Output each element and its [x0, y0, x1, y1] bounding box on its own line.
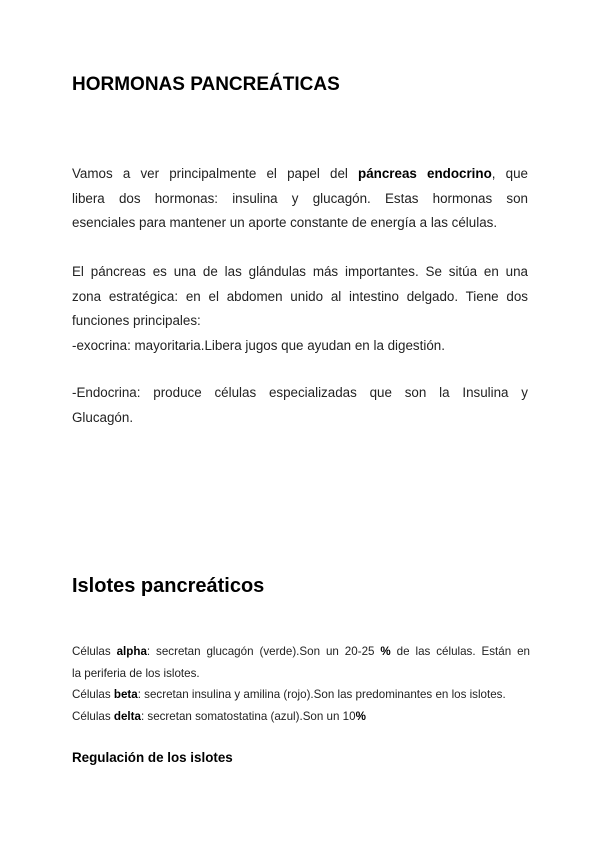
delta-prefix: Células	[72, 709, 114, 723]
cells-list	[72, 641, 530, 727]
delta-cells-line	[72, 706, 530, 728]
beta-term: beta	[113, 688, 138, 701]
alpha-cells-line-2: la periferia de los islotes.	[72, 666, 200, 680]
pancreas-paragraph	[72, 260, 528, 358]
alpha-description: : secretan glucagón (verde).Son un 20-25	[146, 645, 381, 658]
delta-percent-sign: %	[355, 709, 366, 723]
endocrine-line-2: Glucagón.	[72, 409, 134, 425]
intro-line-2: libera dos hormonas: insulina y glucagón. Estas hormonas son	[72, 190, 528, 206]
document-title: HORMONAS PANCREÁTICAS	[72, 74, 340, 95]
endocrine-paragraph	[72, 381, 528, 430]
intro-line-1-end: , que	[491, 166, 528, 181]
pancreas-line-2: zona estratégica: en el abdomen unido al intestino delgado. Tiene dos	[72, 288, 528, 304]
intro-line-3: esenciales para mantener un aporte constante de energía a las células.	[72, 215, 498, 230]
section-title-islotes: Islotes pancreáticos	[72, 575, 265, 597]
delta-term: delta	[113, 709, 141, 723]
beta-description: : secretan insulina y amilina (rojo).Son las predominantes en los islotes.	[137, 688, 506, 701]
alpha-description-end: de las células. Están en	[390, 645, 530, 658]
pancreas-line-3: funciones principales:	[72, 313, 201, 328]
alpha-term: alpha	[116, 645, 147, 658]
exocrine-function-line: -exocrina: mayoritaria.Libera jugos que ayudan en la digestión.	[72, 337, 445, 353]
beta-cells-line	[72, 684, 530, 706]
intro-paragraph	[72, 162, 528, 236]
beta-prefix: Células	[72, 688, 114, 701]
subsection-title-regulacion: Regulación de los islotes	[72, 750, 233, 765]
intro-line-1-text: Vamos a ver principalmente el papel del	[72, 166, 359, 181]
alpha-percent-sign: %	[380, 645, 391, 658]
intro-line-1	[72, 162, 528, 187]
alpha-prefix: Células	[72, 645, 117, 658]
delta-description: : secretan somatostatina (azul).Son un 10	[140, 709, 356, 723]
pancreas-line-1: El páncreas es una de las glándulas más importantes. Se sitúa en una	[72, 264, 528, 279]
endocrine-line-1: -Endocrina: produce células especializadas que son la Insulina y	[72, 385, 528, 400]
alpha-cells-line-1	[72, 641, 530, 663]
pancreas-endocrino-emphasis: páncreas endocrino	[358, 166, 492, 181]
